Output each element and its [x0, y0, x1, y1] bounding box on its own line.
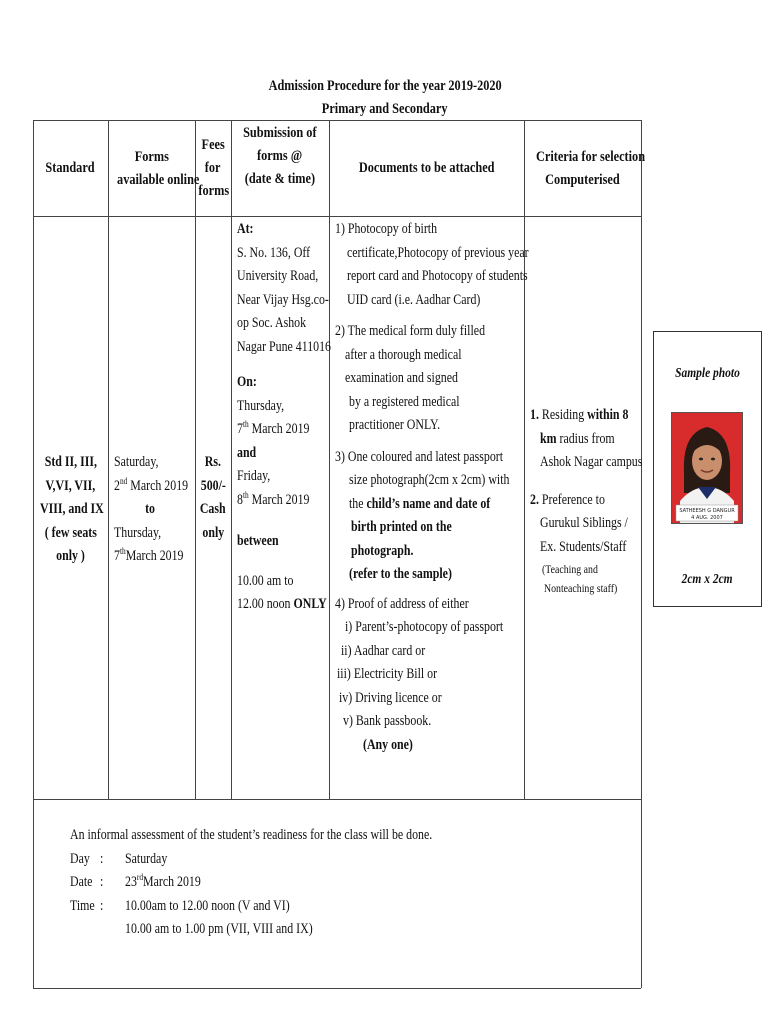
- submission-cell: At: S. No. 136, Off University Road, Near Vijay Hsg.co- op Soc. Ashok Nagar Pune 411016 On: Thursday, 7th March 2019 and Friday, 8th March 2019 between 10.00 am to 12.00 noon ONLY: [237, 221, 332, 612]
- table-header-divider: [33, 216, 641, 217]
- svg-text:4 AUG. 2007: 4 AUG. 2007: [691, 515, 723, 521]
- table-bottom-border: [33, 988, 641, 989]
- svg-text:SATHEESH G DANGUR: SATHEESH G DANGUR: [679, 508, 735, 514]
- table-body-divider: [33, 799, 641, 800]
- assessment-intro: An informal assessment of the student’s readiness for the class will be done.: [70, 827, 433, 843]
- document-title: Admission Procedure for the year 2019-2020: [268, 78, 502, 94]
- sample-photo-image: [671, 412, 743, 524]
- fees-cell: Rs. 500/- Cash only: [200, 454, 226, 541]
- student-portrait-icon: [672, 413, 742, 523]
- standard-cell: Std II, III, V,VI, VII, VIII, and IX ( few seats only ): [40, 454, 104, 564]
- assessment-time-row-2: 10.00 am to 1.00 pm (VII, VIII and IX): [125, 921, 313, 937]
- documents-cell: 1) Photocopy of birth certificate,Photocopy of previous year report card and Photocopy of students UID card (i.e. Aadhar Card) 2) The medical form duly filled after a thorough medical examination and signed by a registered medical practitioner ONLY. 3) One coloured and latest passport size photograph(2cm x 2cm) with the child’s name and date of birth printed on the photograph. (refer to the sample) 4) Proof of address of either i) Parent’s-photocopy of passport ii) Aadhar card or iii) Electricity Bill or iv) Driving licence or v) Bank passbook. (Any one): [335, 221, 529, 753]
- header-fees: Fees for forms: [198, 137, 230, 199]
- assessment-time-row: Time : 10.00am to 12.00 noon (V and VI): [70, 897, 290, 914]
- header-forms: Forms available online: [117, 149, 200, 188]
- document-subtitle: Primary and Secondary: [322, 101, 448, 117]
- assessment-date-row: Date : 23rdMarch 2019: [70, 872, 201, 890]
- sample-photo-label: Sample photo: [675, 366, 740, 381]
- header-submission: Submission of forms @ (date & time): [243, 125, 317, 187]
- header-standard: Standard: [45, 160, 96, 176]
- forms-cell: Saturday, 2nd March 2019 to Thursday, 7thMarch 2019: [114, 454, 189, 564]
- table-top-border: [33, 120, 641, 121]
- sample-photo-size: 2cm x 2cm: [681, 572, 734, 587]
- header-documents: Documents to be attached: [358, 160, 495, 176]
- column-divider: [108, 120, 109, 799]
- assessment-day-row: Day : Saturday: [70, 850, 168, 867]
- header-criteria: Criteria for selection Computerised: [535, 149, 646, 188]
- column-divider: [231, 120, 232, 799]
- sample-photo-box: [653, 331, 762, 607]
- assessment-block: [70, 824, 512, 942]
- criteria-cell: 1. Residing within 8 km radius from Ashok Nagar campus 2. Preference to Gurukul Siblings / Ex. Students/Staff (Teaching and Nonteaching staff): [530, 407, 643, 595]
